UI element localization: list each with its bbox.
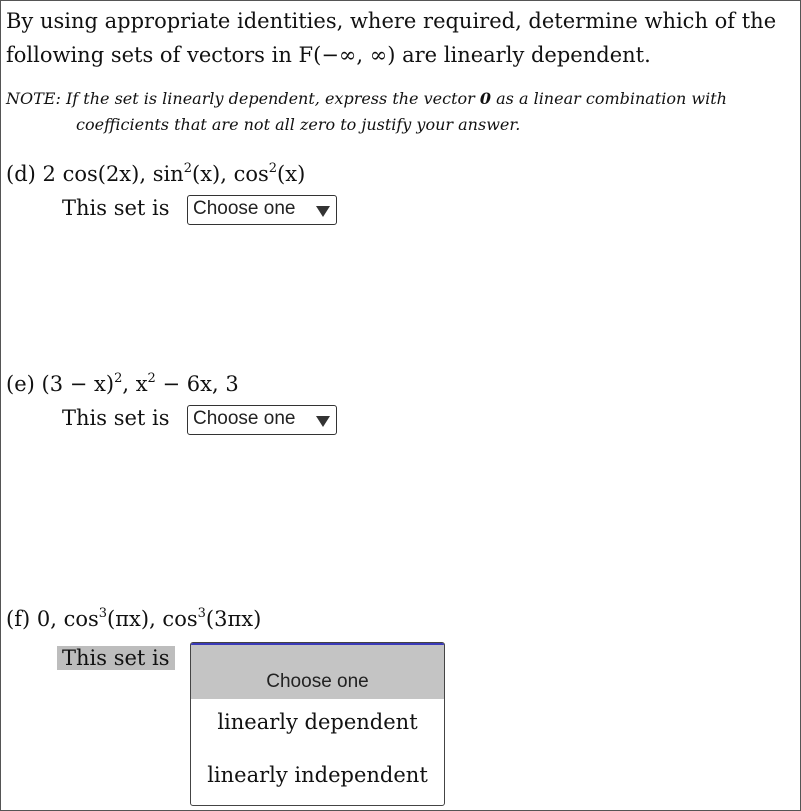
set-label-f: This set is bbox=[57, 646, 175, 670]
select-value: Choose one bbox=[193, 408, 296, 429]
option-choose-one[interactable]: Choose one bbox=[191, 645, 444, 699]
note-zero-vector: 0 bbox=[479, 89, 492, 108]
select-value: Choose one bbox=[193, 198, 296, 219]
option-linearly-independent[interactable]: linearly independent bbox=[207, 763, 428, 787]
set-label-d: This set is bbox=[62, 196, 170, 220]
answer-select-f-dropdown[interactable] bbox=[190, 642, 445, 806]
question-f bbox=[6, 607, 261, 631]
question-d bbox=[6, 162, 305, 186]
set-label-e: This set is bbox=[62, 406, 170, 430]
problem-note bbox=[6, 86, 791, 138]
note-middle: as a linear combination with bbox=[496, 89, 727, 108]
note-prefix: NOTE: If the set is linearly dependent, express the vector bbox=[6, 89, 475, 108]
question-expression: $(3 - x)^2$, $x^2 - 6x$, 3 bbox=[41, 371, 239, 396]
caret-down-icon bbox=[316, 416, 330, 427]
question-expression: 2 cos(2x), $\sin^2(x)$, $\cos^2(x)$ bbox=[42, 161, 306, 186]
question-expression: 0, $\cos^3(\pi x)$, $\cos^3(3\pi x)$ bbox=[36, 606, 262, 631]
problem-intro: By using appropriate identities, where required, determine which of the following sets of vectors in F(−∞, ∞) are linearly dependent. bbox=[6, 9, 777, 67]
option-linearly-dependent[interactable]: linearly dependent bbox=[217, 710, 418, 734]
answer-select-e[interactable] bbox=[187, 405, 337, 435]
caret-down-icon bbox=[316, 206, 330, 217]
question-e bbox=[6, 372, 239, 396]
note-rest: coefficients that are not all zero to justify your answer. bbox=[76, 115, 521, 134]
answer-select-d[interactable] bbox=[187, 195, 337, 225]
question-label: (d) bbox=[6, 162, 36, 186]
question-label: (e) bbox=[6, 372, 35, 396]
question-label: (f) bbox=[6, 607, 31, 631]
